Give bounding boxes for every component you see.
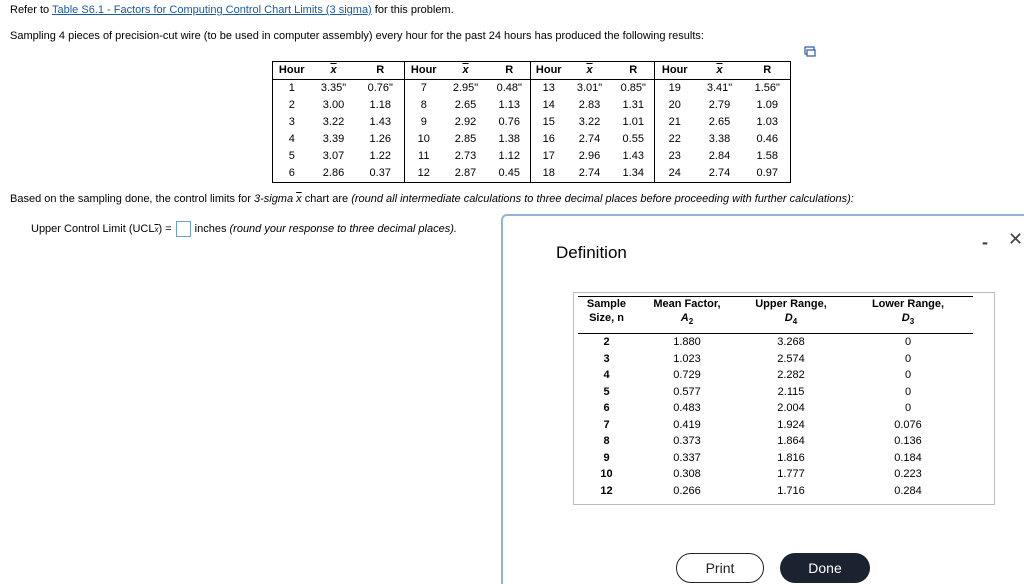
range-cell: 0.45: [489, 165, 531, 183]
range-cell: 0.46: [745, 131, 791, 148]
ucl-label: Upper Control Limit (UCL: [31, 223, 155, 235]
d4-cell: 2.574: [777, 352, 805, 365]
col-hour: Hour: [405, 62, 443, 80]
d4-cell: 1.716: [777, 484, 805, 497]
d4-cell: 2.282: [777, 369, 805, 382]
factors-row: [578, 433, 973, 450]
hour-cell: 21: [655, 114, 695, 131]
factors-row: [578, 483, 973, 500]
table-row: [273, 114, 791, 131]
col-sample-size: Sample Size, n: [578, 297, 635, 334]
range-cell: 1.34: [613, 165, 655, 183]
factors-row: [578, 367, 973, 384]
minimize-icon[interactable]: -: [982, 232, 988, 252]
sample-size-cell: 12: [600, 484, 613, 497]
col-x: [695, 62, 745, 80]
col-hour: Hour: [531, 62, 567, 80]
range-cell: 1.12: [498, 150, 520, 162]
x-bar-symbol: $\overline{x}$: [716, 64, 723, 76]
col-hour: Hour: [655, 62, 695, 80]
factors-row: [578, 334, 973, 351]
table-row: [273, 131, 791, 148]
range-cell: 1.09: [745, 97, 791, 114]
d3-cell: 0: [904, 385, 912, 398]
col-r: R: [489, 62, 531, 80]
d3-cell: 0: [904, 402, 912, 415]
done-button[interactable]: Done: [780, 553, 870, 583]
x-bar-cell: 2.79: [708, 99, 731, 111]
x-bar-cell: 2.65: [454, 99, 477, 111]
table-s6-1-link[interactable]: Table S6.1 - Factors for Computing Control Chart Limits (3 sigma): [52, 4, 372, 16]
close-icon[interactable]: ✕: [1008, 229, 1024, 249]
d4-cell: 1.924: [777, 418, 805, 431]
table-row: [273, 165, 791, 183]
range-cell: 0.37: [357, 165, 405, 183]
copy-icon[interactable]: [804, 46, 816, 57]
hour-cell: 12: [405, 165, 443, 183]
range-cell: 0.55: [622, 133, 644, 145]
hour-cell: 16: [531, 131, 567, 148]
x-bar-cell: 3.39: [322, 133, 345, 145]
based-text-d: chart are: [301, 193, 352, 205]
range-cell: 0.76: [498, 116, 520, 128]
hour-cell: 19: [655, 80, 695, 98]
range-cell: 0.48": [496, 82, 522, 94]
col-lower-range: Lower Range, $D_3$: [843, 297, 973, 334]
factors-row: [578, 466, 973, 483]
range-cell: 1.13: [498, 99, 520, 111]
range-cell: 1.31: [622, 99, 644, 111]
col-mean-factor: Mean Factor, $A_2$: [635, 297, 739, 334]
hour-cell: 14: [531, 97, 567, 114]
hour-cell: 9: [405, 114, 443, 131]
range-cell: 1.22: [369, 150, 391, 162]
range-cell: 1.18: [369, 99, 391, 111]
table-row: [273, 80, 791, 98]
intro-prefix: Refer to: [10, 4, 52, 16]
hour-cell: 8: [405, 97, 443, 114]
x-bar-symbol: $\overline{x}$: [296, 193, 302, 205]
sample-size-cell: 5: [603, 385, 610, 398]
x-bar-cell: 2.96: [578, 150, 601, 162]
d4-cell: 1.777: [777, 468, 805, 481]
based-on-text: [10, 193, 854, 205]
sample-size-cell: 10: [600, 468, 613, 481]
hour-cell: 17: [531, 148, 567, 165]
based-text-b: 3-sigma: [253, 193, 297, 205]
range-cell: 1.38: [498, 133, 520, 145]
sample-size-cell: 6: [603, 402, 610, 415]
range-cell: 0.76": [367, 82, 393, 94]
x-bar-cell: 2.86: [311, 165, 357, 183]
d3-cell: 0.076: [894, 418, 922, 431]
hour-cell: 6: [273, 165, 311, 183]
x-bar-cell: 2.83: [578, 99, 601, 111]
x-bar-cell: 2.65: [708, 116, 731, 128]
sample-size-cell: 7: [603, 418, 610, 431]
hour-cell: 22: [655, 131, 695, 148]
range-cell: 0.85": [620, 82, 646, 94]
x-bar-cell: 3.38: [708, 133, 731, 145]
ucl-equals: ) =: [158, 223, 172, 235]
ucl-question-row: [31, 221, 457, 237]
col-r: R: [745, 62, 791, 80]
range-cell: 1.43: [369, 116, 391, 128]
control-chart-factors-table: [578, 296, 973, 499]
range-cell: 1.56": [745, 80, 791, 98]
d3-cell: 0: [904, 336, 912, 349]
hour-cell: 2: [273, 97, 311, 114]
ucl-subscript: $\overline{x}$: [154, 224, 159, 234]
range-cell: 1.03: [745, 114, 791, 131]
x-bar-cell: 3.07: [322, 150, 345, 162]
range-cell: 1.26: [369, 133, 391, 145]
hour-cell: 15: [531, 114, 567, 131]
sample-size-cell: 4: [603, 369, 610, 382]
hour-cell: 7: [405, 80, 443, 98]
intro-suffix: for this problem.: [371, 4, 454, 16]
hour-cell: 3: [273, 114, 311, 131]
a2-cell: 0.266: [673, 484, 701, 497]
col-x: [443, 62, 489, 80]
hour-cell: 1: [273, 80, 311, 98]
x-bar-cell: 2.95": [452, 82, 479, 94]
a2-cell: 0.483: [673, 402, 701, 415]
d4-cell: 1.864: [777, 435, 805, 448]
ucl-hint: (round your response to three decimal places).: [229, 223, 457, 235]
sample-size-cell: 2: [603, 336, 610, 349]
d3-cell: 0.284: [894, 484, 922, 497]
print-button[interactable]: Print: [676, 553, 764, 583]
sample-size-cell: 8: [603, 435, 610, 448]
hour-cell: 13: [531, 80, 567, 98]
a2-cell: 0.308: [673, 468, 701, 481]
d3-cell: 0.223: [894, 468, 922, 481]
col-x: [311, 62, 357, 80]
a2-cell: 1.023: [673, 352, 701, 365]
x-bar-cell: 2.92: [454, 116, 477, 128]
factors-row: [578, 450, 973, 467]
factors-row: [578, 400, 973, 417]
hour-cell: 18: [531, 165, 567, 183]
problem-text: Sampling 4 pieces of precision-cut wire (to be used in computer assembly) every hour for the past 24 hours has produced the following results:: [10, 30, 704, 42]
x-bar-symbol: $\overline{x}$: [462, 64, 469, 76]
d3-cell: 0: [904, 352, 912, 365]
col-r: R: [613, 62, 655, 80]
d4-cell: 3.268: [777, 336, 805, 349]
table-row: [273, 97, 791, 114]
d3-cell: 0: [904, 369, 912, 382]
factors-row: [578, 351, 973, 368]
x-bar-cell: 2.87: [443, 165, 489, 183]
a2-cell: 1.880: [673, 336, 701, 349]
x-bar-symbol: $\overline{x}$: [586, 64, 593, 76]
table-header-row: [273, 62, 791, 80]
x-bar-cell: 3.22: [322, 116, 345, 128]
dialog-title: Definition: [556, 243, 627, 262]
a2-cell: 0.419: [673, 418, 701, 431]
a2-cell: 0.337: [673, 451, 701, 464]
hour-cell: 24: [655, 165, 695, 183]
d4-cell: 2.115: [777, 385, 805, 398]
a2-cell: 0.729: [673, 369, 701, 382]
col-r: R: [357, 62, 405, 80]
col-x: [567, 62, 613, 80]
x-bar-cell: 2.74: [695, 165, 745, 183]
based-text-a: Based on the sampling done, the control limits for: [10, 193, 254, 205]
ucl-answer-input[interactable]: [176, 221, 191, 237]
factors-header-row: [578, 297, 973, 334]
range-cell: 1.01: [622, 116, 644, 128]
wire-sampling-table: [272, 61, 791, 183]
sample-size-cell: 3: [603, 352, 610, 365]
x-bar-cell: 2.74: [578, 133, 601, 145]
x-bar-cell: 3.35": [320, 82, 347, 94]
x-bar-cell: 3.22: [578, 116, 601, 128]
col-hour: Hour: [273, 62, 311, 80]
range-cell: 0.97: [745, 165, 791, 183]
d4-cell: 2.004: [777, 402, 805, 415]
factors-row: [578, 417, 973, 434]
hour-cell: 11: [405, 148, 443, 165]
d4-cell: 1.816: [777, 451, 805, 464]
range-cell: 1.58: [745, 148, 791, 165]
col-upper-range: Upper Range, $D_4$: [739, 297, 843, 334]
x-bar-cell: 2.84: [708, 150, 731, 162]
x-bar-cell: 2.85: [454, 133, 477, 145]
intro-text: [10, 4, 454, 16]
hour-cell: 5: [273, 148, 311, 165]
sample-size-cell: 9: [603, 451, 610, 464]
x-bar-cell: 3.41": [706, 82, 733, 94]
x-bar-symbol: $\overline{x}$: [330, 64, 337, 76]
hour-cell: 20: [655, 97, 695, 114]
a2-cell: 0.373: [673, 435, 701, 448]
hour-cell: 23: [655, 148, 695, 165]
x-bar-cell: 3.01": [576, 82, 603, 94]
rounding-instruction: (round all intermediate calculations to three decimal places before proceeding with further calculations):: [351, 193, 854, 205]
hour-cell: 4: [273, 131, 311, 148]
d3-cell: 0.136: [894, 435, 922, 448]
factors-row: [578, 384, 973, 401]
ucl-units: inches: [194, 223, 227, 235]
range-cell: 1.43: [622, 150, 644, 162]
d3-cell: 0.184: [894, 451, 922, 464]
table-row: [273, 148, 791, 165]
x-bar-cell: 2.74: [567, 165, 613, 183]
x-bar-cell: 2.73: [454, 150, 477, 162]
hour-cell: 10: [405, 131, 443, 148]
a2-cell: 0.577: [673, 385, 701, 398]
x-bar-cell: 3.00: [322, 99, 345, 111]
